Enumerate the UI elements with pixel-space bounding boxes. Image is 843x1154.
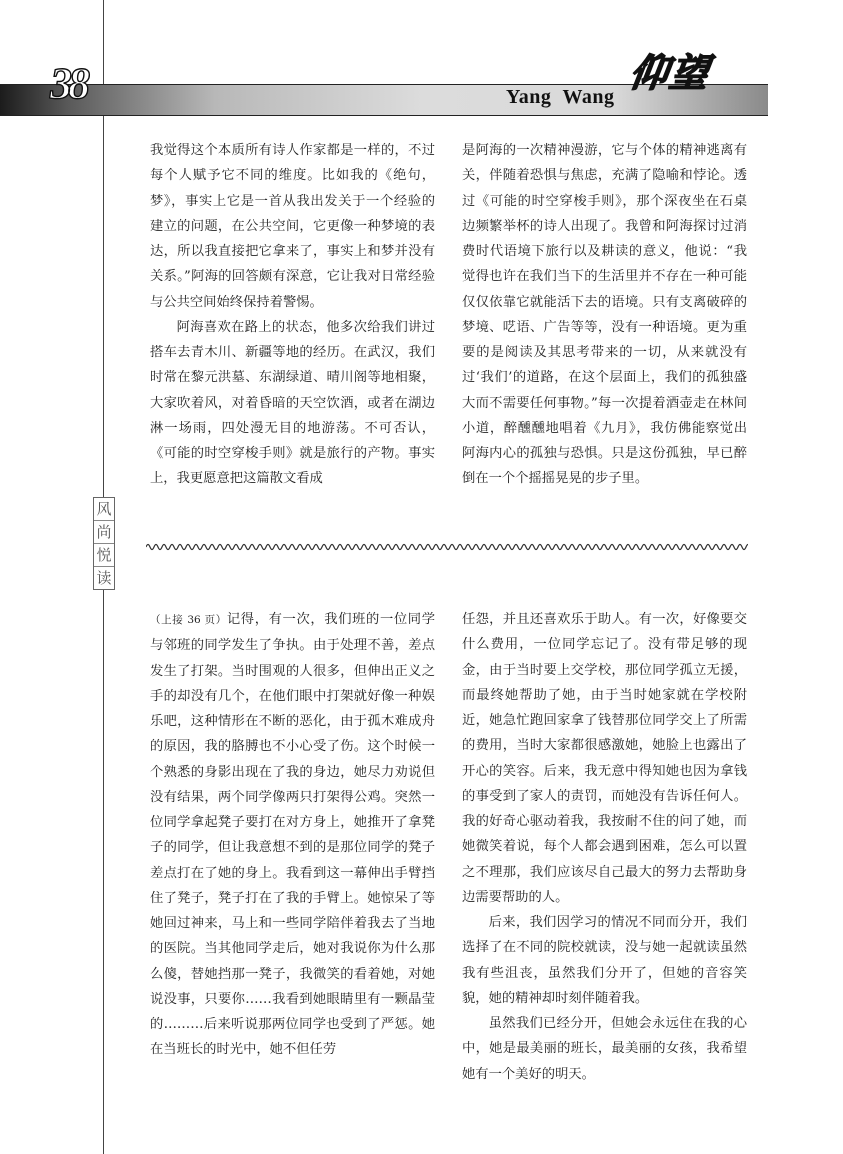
paragraph: 记得，有一次，我们班的一位同学与邻班的同学发生了争执。由于处理不善，差点发生了打架。当时围观的人很多，但伸出正义之手的却没有几个，在他们眼中打架就好像一种娱乐吧，这种情形在不断的恶化，由于孤木难成舟的原因，我的胳膊也不小心受了伤。这个时候一个熟悉的身影出现在了我的身边，她尽力劝说但没有结果，两个同学像两只打架得公鸡。突然一位同学拿起凳子要打在对方身上，她推开了拿凳子的同学，但让我意想不到的是那位同学的凳子差点打在了她的身上。我看到这一幕伸出手臂挡住了凳子，凳子打在了我的手臂上。她惊呆了等她回过神来，马上和一些同学陪伴着我去了当地的医院。当其他同学走后，她对我说你为什么那么傻，替她挡那一凳子，我微笑的看着她，对她说没事，只要你……我看到她眼睛里有一颗晶莹的………后来听说那两位同学也受到了严惩。她在当班长的时光中，她不但任劳	[150, 612, 435, 1058]
column-logo: 仰望	[626, 51, 714, 95]
column-title: Yang Wang	[506, 86, 615, 108]
paragraph: 后来，我们因学习的情况不同而分开，我们选择了在不同的院校就读，没与她一起就读虽然我有些沮丧，虽然我们分开了，但她的音容笑貌，她的精神却时刻伴随着我。	[462, 915, 747, 1006]
side-tab-char: 悦	[94, 544, 114, 567]
paragraph: 任怨，并且还喜欢乐于助人。有一次，好像要交什么费用，一位同学忘记了。没有带足够的现金，由于当时要上交学校，那位同学孤立无援，而最终她帮助了她，由于当时她家就在学校附近，她急忙跑回家拿了钱替那位同学交上了所需的费用，当时大家都很感激她，她脸上也露出了开心的笑容。后来，我无意中得知她也因为拿钱的事受到了家人的责罚，而她没有告诉任何人。我的好奇心驱动着我，我按耐不住的问了她，而她微笑着说，每个人都会遇到困难，怎么可以置之不理那，我们应该尽自己最大的努力去帮助身边需要帮助的人。	[462, 612, 747, 905]
upper-left-column	[150, 138, 435, 492]
continued-note: （上接 36 页）	[150, 614, 227, 626]
paragraph: 是阿海的一次精神漫游，它与个体的精神逃离有关，伴随着恐惧与焦虑，充满了隐喻和悖论。透过《可能的时空穿梭手则》，那个深夜坐在石桌边频繁举杯的诗人出现了。我曾和阿海探讨过消费时代语境下旅行以及耕读的意义，他说：“我觉得也许在我们当下的生活里并不存在一种可能仅仅依靠它就能活下去的语境。只有支离破碎的梦境、呓语、广告等等，没有一种语境。更为重要的是阅读及其思考带来的一切，从来就没有过‘我们’的道路，在这个层面上，我们的孤独盛大而不需要任何事物。”每一次提着酒壶走在林间小道，醉醺醺地唱着《九月》，我仿佛能察觉出阿海内心的孤独与恐惧。只是这份孤独，早已醉倒在一个个摇摇晃晃的步子里。	[462, 143, 747, 487]
lower-left-column	[150, 607, 435, 1063]
page-number: 38	[50, 59, 86, 108]
side-tab-char: 尚	[94, 521, 114, 544]
lower-right-column	[462, 607, 747, 1087]
upper-right-column	[462, 138, 747, 492]
paragraph: 我觉得这个本质所有诗人作家都是一样的，不过每个人赋予它不同的维度。比如我的《绝句，梦》，事实上它是一首从我出发关于一个经验的建立的问题，在公共空间，它更像一种梦境的表达，所以我直接把它拿来了，事实上和梦并没有关系。”阿海的回答颇有深意，它让我对日常经验与公共空间始终保持着警惕。	[150, 143, 435, 310]
side-tab-char: 读	[96, 569, 112, 587]
paragraph: 虽然我们已经分开，但她会永远住在我的心中，她是最美丽的班长，最美丽的女孩，我希望她有一个美好的明天。	[462, 1016, 747, 1082]
side-tab-char: 风	[94, 498, 114, 521]
paragraph: 阿海喜欢在路上的状态，他多次给我们讲过搭车去青木川、新疆等地的经历。在武汉，我们时常在黎元洪墓、东湖绿道、晴川阁等地相聚，大家吹着风，对着昏暗的天空饮酒，或者在湖边淋一场雨，四处漫无目的地游荡。不可否认，《可能的时空穿梭手则》就是旅行的产物。事实上，我更愿意把这篇散文看成	[150, 319, 435, 487]
section-side-tab	[93, 497, 115, 590]
decorative-divider	[146, 540, 748, 554]
